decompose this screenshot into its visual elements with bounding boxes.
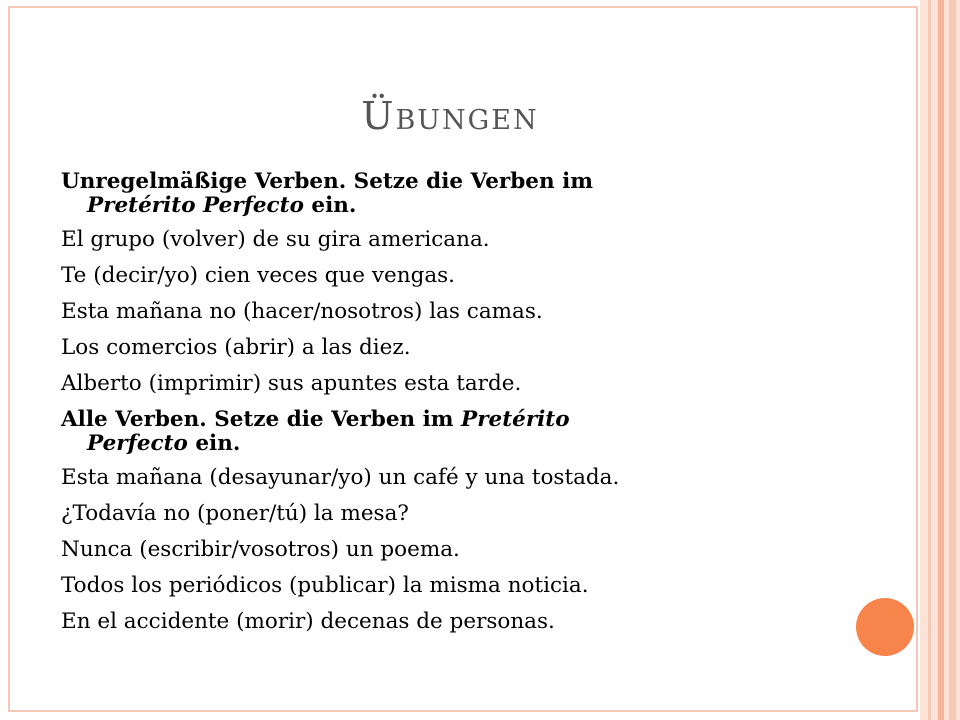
- exercise-item: El grupo (volver) de su gira americana.: [61, 227, 490, 252]
- exercise-item: Esta mañana (desayunar/yo) un café y una tostada.: [61, 465, 620, 490]
- section2-heading-end: ein.: [187, 431, 241, 456]
- section2-heading-italic2: Perfecto: [87, 431, 188, 456]
- decor-stripe: [931, 0, 938, 720]
- decor-circle: [856, 598, 914, 656]
- exercise-item: Te (decir/yo) cien veces que vengas.: [61, 263, 456, 288]
- section2-heading-italic1: Pretérito: [461, 407, 570, 432]
- section2-heading: [61, 408, 881, 456]
- slide-title: Übungen: [361, 94, 539, 138]
- exercise-item: Esta mañana no (hacer/nosotros) las camas.: [61, 299, 543, 324]
- exercise-item: ¿Todavía no (poner/tú) la mesa?: [61, 501, 409, 526]
- exercise-item: En el accidente (morir) decenas de personas.: [61, 609, 555, 634]
- decor-stripe: [949, 0, 956, 720]
- exercise-item: Los comercios (abrir) a las diez.: [61, 335, 411, 360]
- exercise-item: Todos los periódicos (publicar) la misma noticia.: [61, 573, 589, 598]
- decor-stripe: [920, 0, 928, 720]
- section1-heading-italic: Pretérito Perfecto: [87, 193, 304, 218]
- section1-heading: [61, 170, 881, 218]
- decor-stripe: [956, 0, 960, 720]
- exercise-list: [61, 170, 881, 646]
- section1-heading-text: Unregelmäßige Verben. Setze die Verben im: [61, 169, 594, 194]
- section1-heading-end: ein.: [303, 193, 357, 218]
- section2-heading-text: Alle Verben. Setze die Verben im: [61, 407, 462, 432]
- exercise-item: Alberto (imprimir) sus apuntes esta tarde.: [61, 371, 522, 396]
- exercise-item: Nunca (escribir/vosotros) un poema.: [61, 537, 460, 562]
